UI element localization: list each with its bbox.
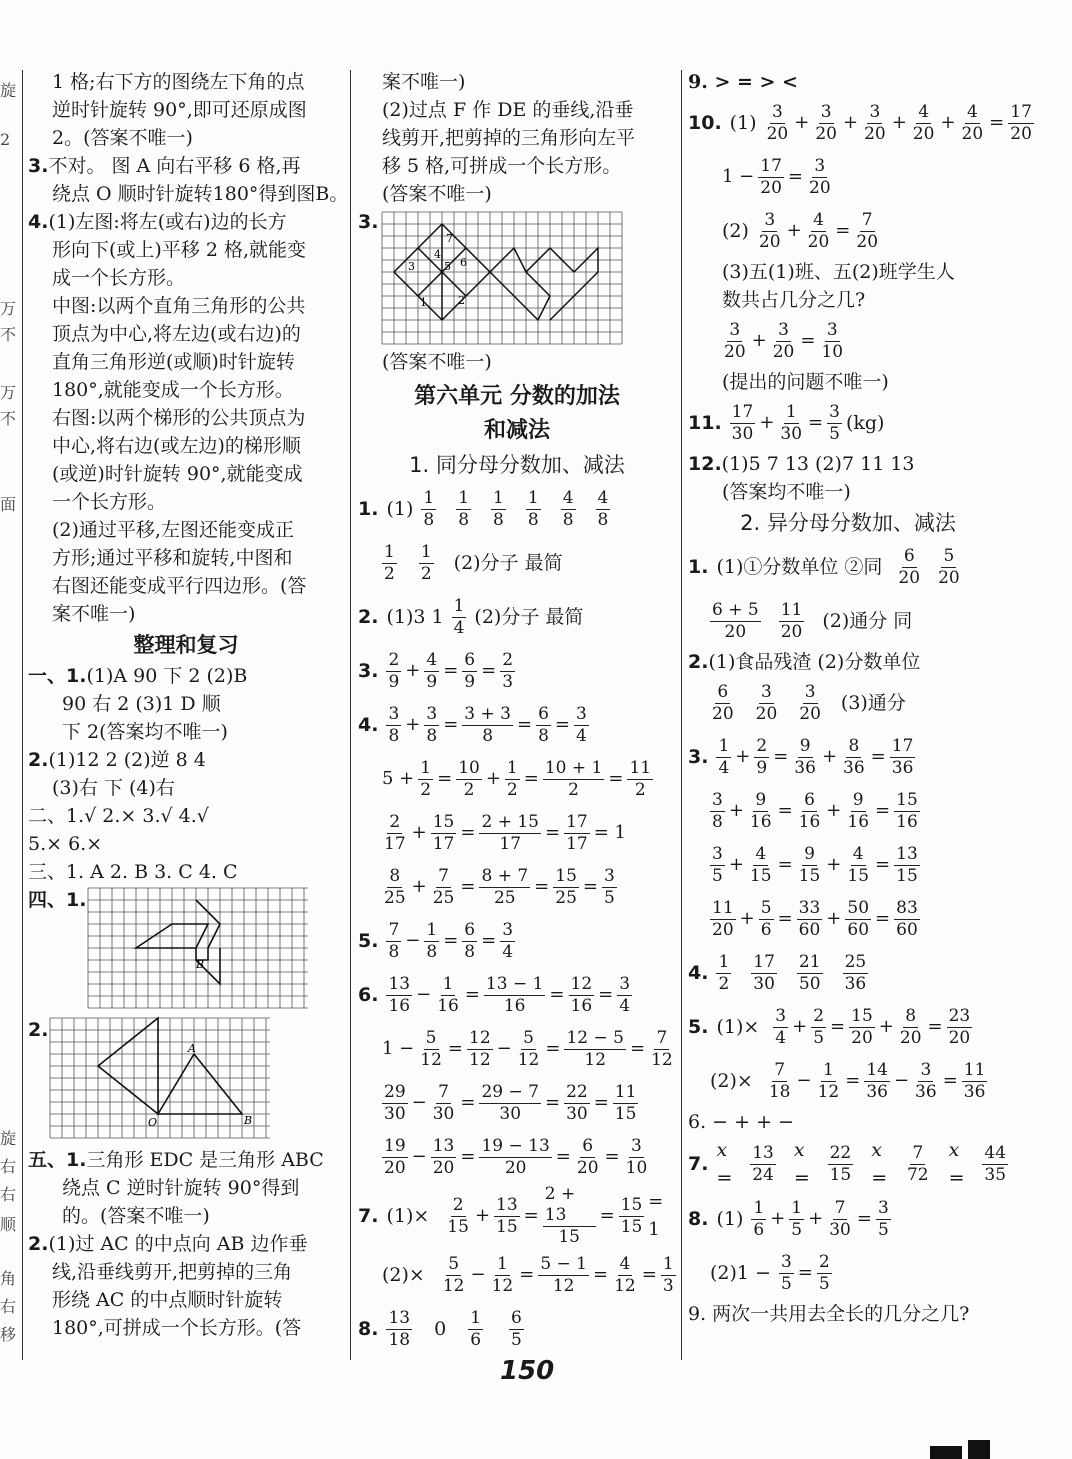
equation: $\frac{1}{4}$ + $\frac{2}{9}$ = $\frac{9}{36}$ + $\frac{8}{36}$ = $\frac{17}{36}$ — [718, 735, 914, 778]
equation: $\frac{3}{20}$ + $\frac{4}{20}$ = $\frac{7}{20}$ — [758, 209, 879, 252]
fraction: $\frac{3}{20}$ — [799, 681, 821, 724]
fraction: $\frac{1}{8}$ — [458, 487, 470, 530]
text-line: (答案均不唯一) — [722, 481, 851, 503]
question-number: 10. — [688, 112, 722, 134]
page-number: 150 — [500, 1356, 555, 1386]
fraction: $\frac{1}{2}$ — [718, 951, 730, 994]
fraction: $\frac{5}{20}$ — [938, 545, 960, 588]
fraction: $\frac{11}{20}$ — [780, 599, 803, 642]
fraction: $\frac{13}{18}$ — [388, 1307, 411, 1350]
text: (2)1 − — [710, 1262, 771, 1284]
text-line: 2。(答案不唯一) — [52, 127, 193, 149]
text-line: 的。(答案不唯一) — [62, 1205, 210, 1227]
grid-figure-1 — [86, 886, 310, 1010]
equation: $\frac{2}{9}$ + $\frac{4}{9}$ = $\frac{6}{9}$ = $\frac{2}{3}$ — [388, 649, 514, 692]
equation: 1 − $\frac{17}{20}$ = $\frac{3}{20}$ — [722, 155, 831, 198]
question-number: 2. — [28, 1233, 49, 1255]
text-line: 不对。 图 A 向右平移 6 格,再 — [48, 155, 301, 177]
equation: x = $\frac{22}{15}$ — [793, 1139, 852, 1189]
text: (2)× — [382, 1264, 425, 1286]
fraction: $\frac{4}{8}$ — [597, 487, 609, 530]
equation: 5 + $\frac{1}{2}$ = $\frac{10}{2}$ + $\frac{1}{2}$ = $\frac{10 + 1}{2}$ = $\frac{11}{2}$ — [382, 757, 652, 800]
equation: $\frac{29}{30}$ − $\frac{7}{30}$ = $\frac{29 - 7}{30}$ = $\frac{22}{30}$ = $\frac{11}{15}$ — [384, 1081, 637, 1124]
text-line: 绕点 O 顺时针旋转180°得到图B。 — [52, 183, 349, 205]
text-line: 逆时针旋转 90°,即可还原成图 — [52, 99, 307, 121]
question-number: 12. — [688, 453, 722, 475]
fraction: $\frac{6}{5}$ — [511, 1307, 522, 1350]
fraction: $\frac{3}{20}$ — [755, 681, 778, 724]
text-line: 顶点为中心,将左边(或右边)的 — [52, 323, 301, 345]
question-number: 1. — [358, 498, 379, 520]
piece-label: 6 — [460, 256, 468, 269]
fraction: $\frac{1}{6}$ — [470, 1307, 482, 1350]
question-number: 4. — [28, 211, 49, 233]
grid-figure-2 — [48, 1016, 272, 1140]
piece-label: 1 — [420, 296, 428, 309]
fraction: $\frac{1}{8}$ — [423, 487, 435, 530]
question-number: 1. — [688, 556, 709, 578]
fraction: $\frac{4}{8}$ — [562, 487, 574, 530]
equation: $\frac{3}{8}$ + $\frac{9}{16}$ = $\frac{6}{16}$ + $\frac{9}{16}$ = $\frac{15}{16}$ — [712, 789, 918, 832]
column-3 — [688, 68, 1032, 1328]
fraction: $\frac{6}{20}$ — [712, 681, 734, 724]
text-line: 线剪开,把剪掉的三角形向左平 — [382, 127, 636, 149]
text: (2)× — [710, 1070, 753, 1092]
equation: x = $\frac{13}{24}$ — [716, 1139, 774, 1189]
text-line: 下 2(答案均不唯一) — [62, 721, 228, 743]
text-line: 三、1. A 2. B 3. C 4. C — [28, 861, 238, 883]
text: (3)通分 — [840, 692, 906, 714]
question-number: 7. — [688, 1153, 709, 1175]
text-line: (3)右 下 (4)右 — [52, 777, 175, 799]
question-number: 8. — [358, 1318, 379, 1340]
unit-title: 第六单元 分数的加法 — [414, 384, 620, 409]
equation: $\frac{3}{5}$ + $\frac{4}{15}$ = $\frac{9}{15}$ + $\frac{4}{15}$ = $\frac{13}{15}$ — [712, 843, 918, 886]
piece-label: 7 — [446, 232, 454, 245]
fraction: $\frac{1}{4}$ — [453, 595, 465, 638]
text-line: 90 右 2 (3)1 D 顺 — [62, 693, 221, 715]
text: (1) — [729, 112, 757, 134]
fraction: $\frac{6 + 5}{20}$ — [712, 599, 759, 642]
equation: 1 − $\frac{5}{12}$ = $\frac{12}{12}$ − $\frac{5}{12}$ = $\frac{12 - 5}{12}$ = $\frac{7}{12}$ — [382, 1027, 673, 1070]
fraction: $\frac{21}{50}$ — [798, 951, 821, 994]
question-number: 5. — [358, 930, 379, 952]
text: (2)通分 同 — [822, 610, 913, 632]
point-label: O — [148, 1116, 158, 1129]
text-line: (1)食品残渣 (2)分数单位 — [708, 651, 921, 673]
text-line: 绕点 C 逆时针旋转 90°得到 — [62, 1177, 300, 1199]
fraction: $\frac{25}{36}$ — [844, 951, 867, 994]
text-line: 形向下(或上)平移 2 格,就能变 — [52, 239, 307, 261]
text-line: (或逆)时针旋转 90°,就能变成 — [52, 463, 303, 485]
text-line: (3)五(1)班、五(2)班学生人 — [722, 261, 955, 283]
text-line: 中心,将右边(或左边)的梯形顺 — [52, 435, 301, 457]
equation: $\frac{17}{30}$ + $\frac{1}{30}$ = $\frac{3}{5}$ (kg) — [731, 401, 885, 444]
equation: $\frac{3}{5}$ = $\frac{2}{5}$ — [780, 1251, 830, 1294]
text: (2)分子 最简 — [474, 606, 584, 628]
point-label: A — [188, 1042, 197, 1055]
grid-figure-3 — [378, 208, 628, 348]
question-number: 11. — [688, 412, 722, 434]
equation: $\frac{1}{6}$ + $\frac{1}{5}$ + $\frac{7}{30}$ = $\frac{3}{5}$ — [753, 1197, 889, 1240]
text: (1) — [386, 498, 414, 520]
text-line: (1)过 AC 的中点向 AB 边作垂 — [48, 1233, 308, 1255]
fraction: $\frac{1}{8}$ — [493, 487, 504, 530]
equation: $\frac{2}{15}$ + $\frac{13}{15}$ = $\frac{2 + 13}{15}$ = $\frac{15}{15}$ = 1 — [447, 1184, 664, 1247]
text-line: (提出的问题不唯一) — [722, 371, 889, 393]
question-number: 3. — [688, 746, 709, 768]
equation: $\frac{3}{4}$ + $\frac{2}{5}$ = $\frac{15}{20}$ + $\frac{8}{20}$ = $\frac{23}{20}$ — [775, 1005, 971, 1048]
text-line: (答案不唯一) — [382, 183, 492, 205]
fraction: $\frac{1}{2}$ — [384, 541, 395, 584]
text: (1) — [716, 1208, 744, 1230]
point-label: B — [196, 958, 205, 971]
question-number: 6. — [358, 984, 379, 1006]
equation: $\frac{8}{25}$ + $\frac{7}{25}$ = $\frac{8 + 7}{25}$ = $\frac{15}{25}$ = $\frac{3}{5}$ — [384, 865, 615, 908]
text-line: 案不唯一) — [382, 71, 466, 93]
piece-label: 5 — [444, 260, 452, 273]
text-line: 6. − + + − — [688, 1111, 794, 1133]
text: (2)分子 最简 — [453, 552, 563, 574]
question-number: 3. — [358, 660, 379, 682]
text-line: 三角形 EDC 是三角形 ABC — [86, 1149, 324, 1171]
text-line: 9. 两次一共用去全长的几分之几? — [688, 1303, 970, 1325]
question-number: 4. — [688, 962, 709, 984]
question-number: 8. — [688, 1208, 709, 1230]
corner-mark — [930, 1446, 962, 1459]
text-line: 方形;通过平移和旋转,中图和 — [52, 547, 293, 569]
text-line: (1)12 2 (2)逆 8 4 — [48, 749, 206, 771]
text-line: 中图:以两个直角三角形的公共 — [52, 295, 306, 317]
text-line: (1)5 7 13 (2)7 11 13 — [721, 453, 915, 475]
question-number: 3. — [28, 155, 49, 177]
equation: $\frac{19}{20}$ − $\frac{13}{20}$ = $\frac{19 - 13}{20}$ = $\frac{6}{20}$ = $\frac{3}{10}$ — [384, 1135, 648, 1178]
corner-mark — [968, 1440, 990, 1459]
text: 0 — [434, 1318, 447, 1340]
section-title: 2. 异分母分数加、减法 — [740, 511, 956, 535]
unit-label: (kg) — [845, 412, 885, 434]
equation: $\frac{13}{16}$ − $\frac{1}{16}$ = $\frac{13 - 1}{16}$ = $\frac{12}{16}$ = $\frac{3}{4}$ — [388, 973, 631, 1016]
text-line: 180°,可拼成一个长方形。(答 — [52, 1317, 302, 1339]
question-number: 2. — [28, 749, 49, 771]
text-line: 线,沿垂线剪开,把剪掉的三角 — [52, 1261, 293, 1283]
text-line: 右图还能变成平行四边形。(答 — [52, 575, 307, 597]
equation: $\frac{3}{8}$ + $\frac{3}{8}$ = $\frac{3 + 3}{8}$ = $\frac{6}{8}$ = $\frac{3}{4}$ — [388, 703, 587, 746]
text: (2) — [722, 220, 749, 242]
question-number: 2. — [688, 651, 709, 673]
text: (1)× — [716, 1016, 760, 1038]
fraction: $\frac{1}{8}$ — [527, 487, 539, 530]
equation: x = $\frac{44}{35}$ — [948, 1139, 1007, 1189]
text-line: (2)通过平移,左图还能变成正 — [52, 519, 294, 541]
question-number: 3. — [358, 211, 379, 233]
text-line: 二、1.√ 2.× 3.√ 4.√ — [28, 805, 209, 827]
question-number: 5. — [688, 1016, 709, 1038]
question-number: 一、1. — [28, 665, 87, 687]
text-line: 9. > = > < — [688, 71, 798, 93]
text-line: 180°,就能变成一个长方形。 — [52, 379, 294, 401]
text-line: (1)左图:将左(或右)边的长方 — [48, 211, 287, 233]
question-number: 四、1. — [28, 889, 87, 911]
point-label: B — [244, 1114, 253, 1127]
text-line: 移 5 格,可拼成一个长方形。 — [382, 155, 622, 177]
text-line: 右图:以两个梯形的公共顶点为 — [52, 407, 306, 429]
piece-label: 3 — [408, 260, 416, 273]
question-number: 2. — [28, 1019, 49, 1041]
piece-label: 2 — [458, 294, 466, 307]
unit-title: 和减法 — [483, 418, 550, 443]
question-number: 五、1. — [28, 1149, 87, 1171]
text-line: (2)过点 F 作 DE 的垂线,沿垂 — [382, 99, 634, 121]
equation: x = $\frac{7}{72}$ — [871, 1139, 929, 1189]
text: (1)①分数单位 ②同 — [716, 556, 883, 578]
fraction: $\frac{1}{2}$ — [420, 541, 432, 584]
column-1 — [28, 68, 349, 1342]
text-line: 一个长方形。 — [52, 491, 167, 513]
equation: $\frac{3}{20}$ + $\frac{3}{20}$ + $\frac{3}{20}$ + $\frac{4}{20}$ + $\frac{4}{20}$ = $\frac{17}{20}$ — [766, 101, 1032, 144]
text-line: 5.× 6.× — [28, 833, 103, 855]
section-title: 1. 同分母分数加、减法 — [409, 453, 625, 477]
text-line: 数共占几分之几? — [722, 289, 866, 311]
question-number: 7. — [358, 1205, 379, 1227]
text: (1)× — [386, 1205, 430, 1227]
question-number: 2. — [358, 606, 379, 628]
column-2 — [358, 68, 676, 1356]
equation: $\frac{7}{8}$ − $\frac{1}{8}$ = $\frac{6}{8}$ = $\frac{3}{4}$ — [388, 919, 514, 962]
text: (1)3 1 — [386, 606, 444, 628]
equation: $\frac{3}{20}$ + $\frac{3}{20}$ = $\frac{3}{10}$ — [724, 319, 844, 362]
equation: $\frac{5}{12}$ − $\frac{1}{12}$ = $\frac{5 - 1}{12}$ = $\frac{4}{12}$ = $\frac{1}{3}$ — [442, 1253, 674, 1296]
section-title: 整理和复习 — [133, 633, 239, 657]
text-line: (1)A 90 下 2 (2)B — [86, 665, 248, 687]
equation: $\frac{11}{20}$ + $\frac{5}{6}$ = $\frac{33}{60}$ + $\frac{50}{60}$ = $\frac{83}{60}$ — [712, 897, 918, 940]
text-line: (答案不唯一) — [382, 351, 492, 373]
fraction: $\frac{6}{20}$ — [898, 545, 921, 588]
question-number: 4. — [358, 714, 379, 736]
piece-label: 4 — [434, 248, 442, 261]
text-line: 案不唯一) — [52, 603, 136, 625]
text-line: 成一个长方形。 — [52, 267, 186, 289]
equation: $\frac{2}{17}$ + $\frac{15}{17}$ = $\frac{2 + 15}{17}$ = $\frac{17}{17}$ = 1 — [384, 811, 626, 854]
text-line: 直角三角形逆(或顺)时针旋转 — [52, 351, 295, 373]
text-line: 形绕 AC 的中点顺时针旋转 — [52, 1289, 283, 1311]
text-line: 1 格;右下方的图绕左下角的点 — [52, 71, 305, 93]
equation: $\frac{7}{18}$ − $\frac{1}{12}$ = $\frac{14}{36}$ − $\frac{3}{36}$ = $\frac{11}{36}$ — [768, 1059, 986, 1102]
fraction: $\frac{17}{30}$ — [753, 951, 775, 994]
